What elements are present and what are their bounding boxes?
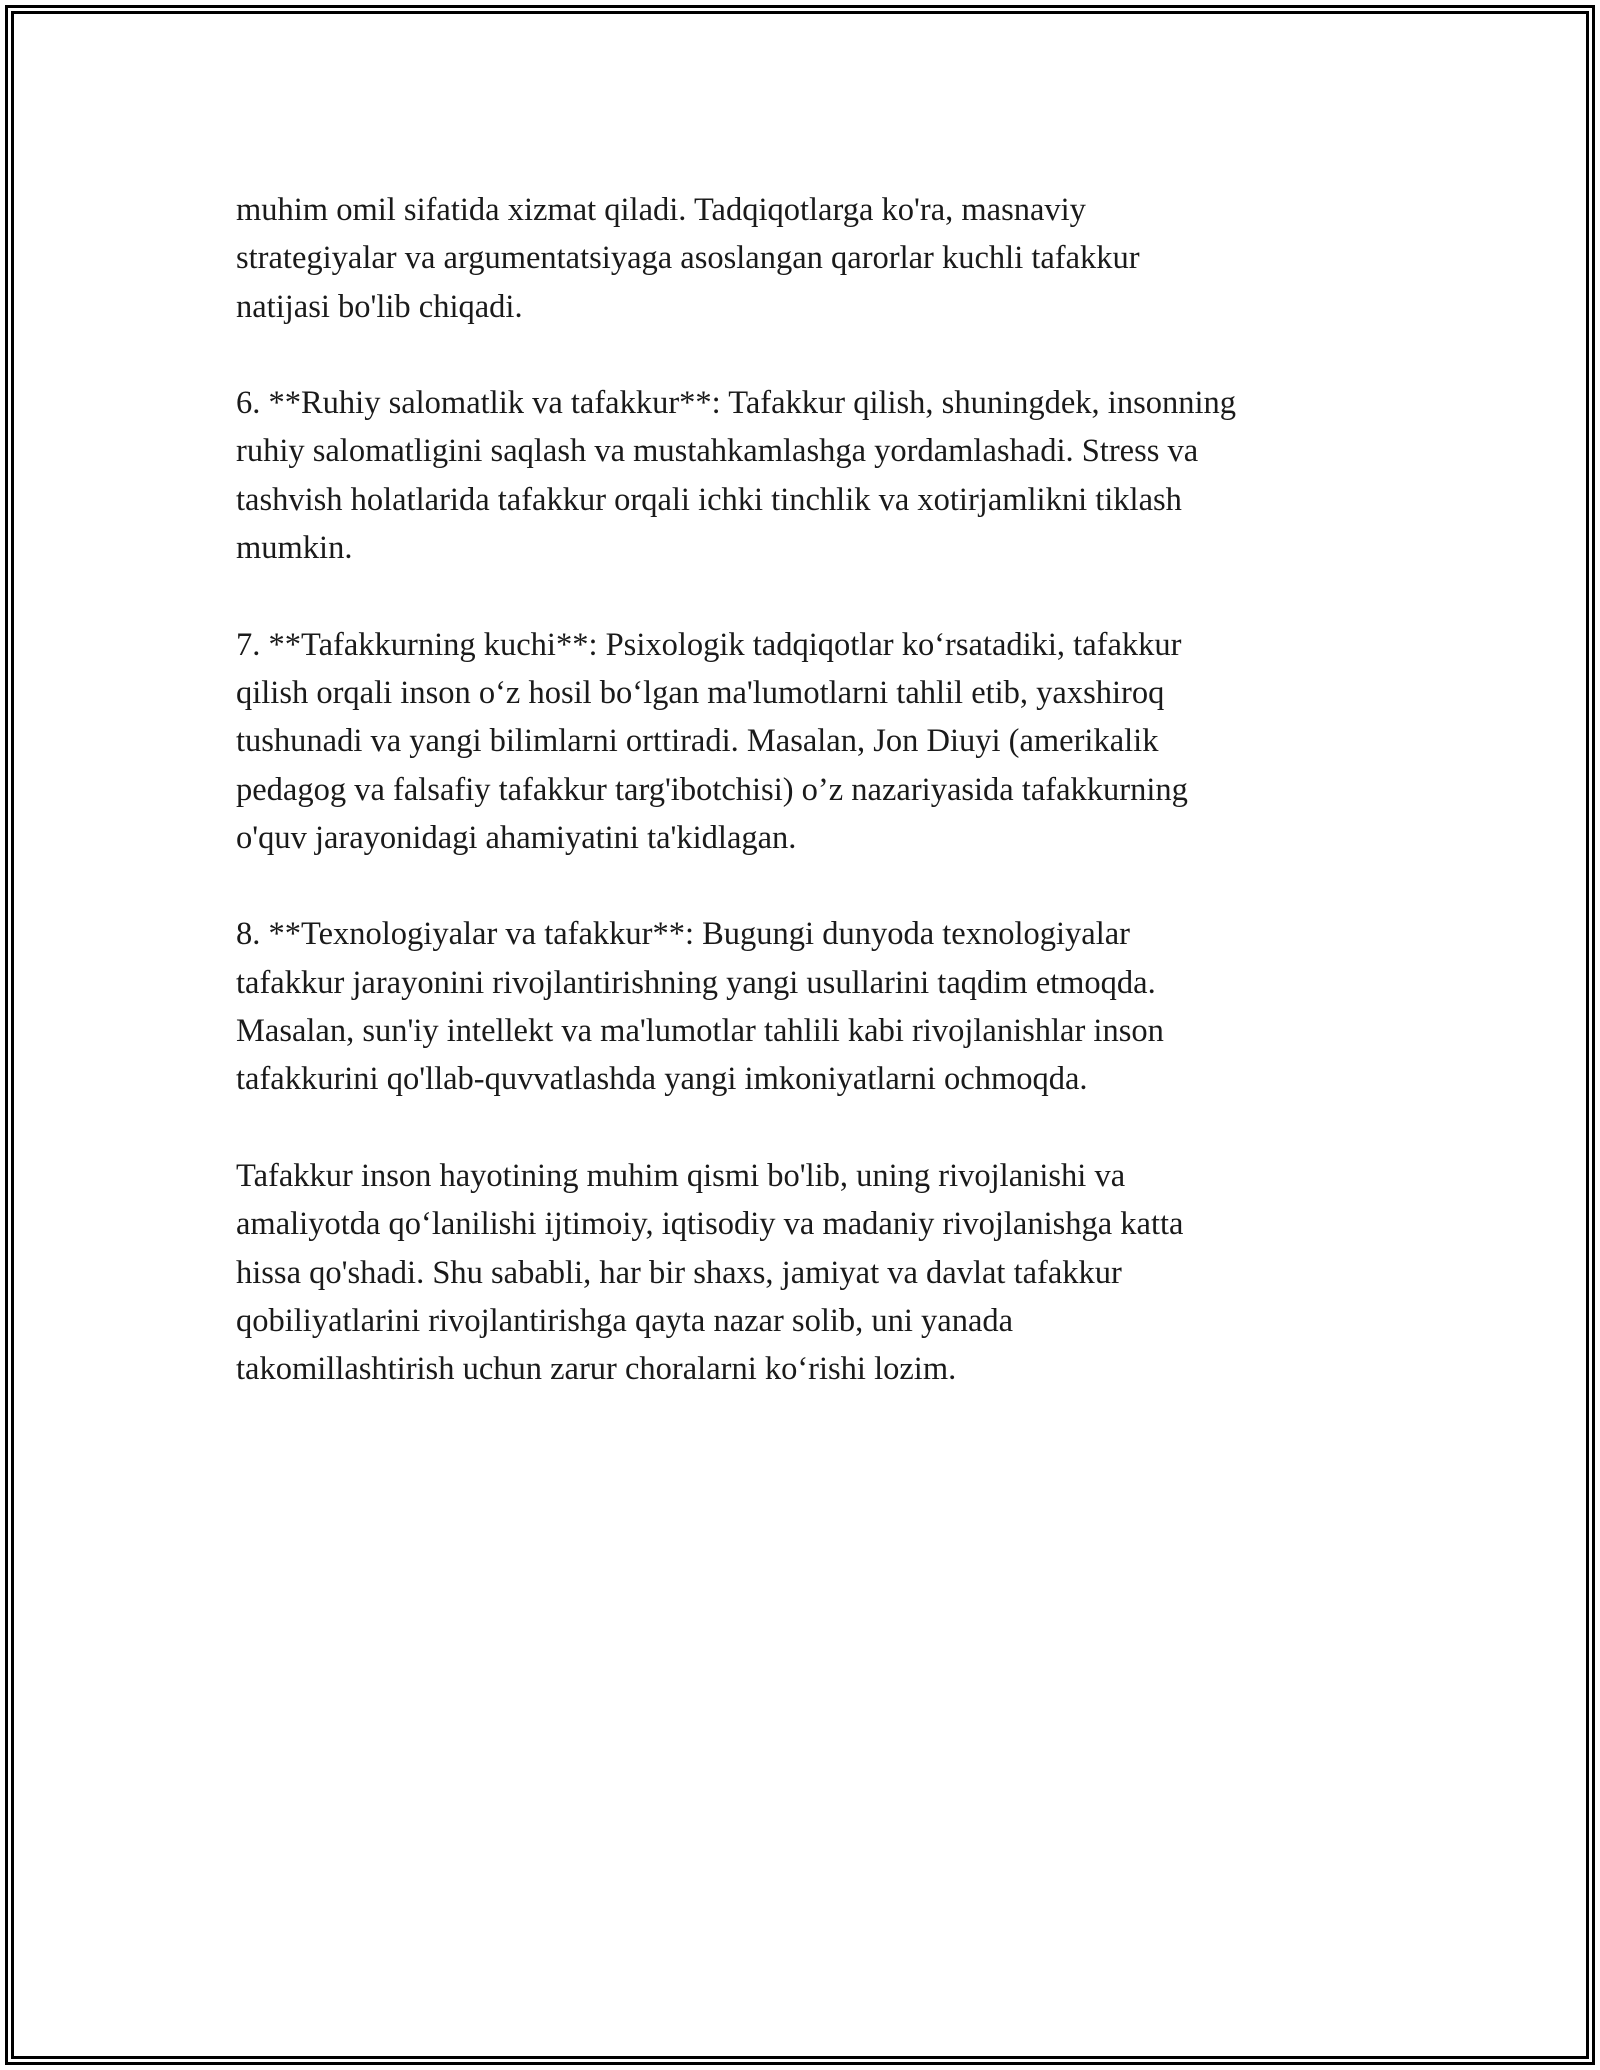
text-line: 7. **Tafakkurning kuchi**: Psixologik tadqiqotlar koʻrsatadiki, tafakkur	[236, 626, 1182, 663]
text-line: Tafakkur inson hayotining muhim qismi bo'lib, uning rivojlanishi va	[236, 1157, 1126, 1194]
text-line: tafakkur jarayonini rivojlantirishning yangi usullarini taqdim etmoqda.	[236, 964, 1156, 1001]
text-line: qobiliyatlarini rivojlantirishga qayta nazar solib, uni yanada	[236, 1302, 1014, 1339]
paragraph-item-6	[236, 379, 1386, 572]
text-line: tushunadi va yangi bilimlarni orttiradi. Masalan, Jon Diuyi (amerikalik	[236, 723, 1159, 760]
text-line: amaliyotda qoʻlanilishi ijtimoiy, iqtisodiy va madaniy rivojlanishga katta	[236, 1206, 1184, 1243]
text-line: pedagog va falsafiy tafakkur targ'ibotchisi) o’z nazariyasida tafakkurning	[236, 771, 1188, 808]
text-line: qilish orqali inson oʻz hosil boʻlgan ma'lumotlarni tahlil etib, yaxshiroq	[236, 674, 1165, 711]
text-line: tafakkurini qo'llab-quvvatlashda yangi imkoniyatlarni ochmoqda.	[236, 1061, 1088, 1098]
text-line: takomillashtirish uchun zarur choralarni koʻrishi lozim.	[236, 1351, 957, 1388]
text-line: o'quv jarayonidagi ahamiyatini ta'kidlagan.	[236, 819, 797, 856]
text-line: natijasi bo'lib chiqadi.	[236, 288, 523, 325]
text-line: hissa qo'shadi. Shu sababli, har bir shaxs, jamiyat va davlat tafakkur	[236, 1254, 1122, 1291]
text-line: ruhiy salomatligini saqlash va mustahkamlashga yordamlashadi. Stress va	[236, 433, 1199, 470]
paragraph-item-8	[236, 910, 1386, 1103]
document-body	[236, 186, 1386, 1442]
paragraph-conclusion	[236, 1152, 1386, 1393]
paragraph-continuation	[236, 186, 1386, 331]
text-line: 6. **Ruhiy salomatlik va tafakkur**: Tafakkur qilish, shuningdek, insonning	[236, 385, 1236, 422]
text-line: muhim omil sifatida xizmat qiladi. Tadqiqotlarga ko'ra, masnaviy	[236, 192, 1086, 228]
text-line: mumkin.	[236, 530, 353, 567]
paragraph-item-7	[236, 621, 1386, 862]
text-line: tashvish holatlarida tafakkur orqali ichki tinchlik va xotirjamlikni tiklash	[236, 481, 1182, 518]
text-line: strategiyalar va argumentatsiyaga asoslangan qarorlar kuchli tafakkur	[236, 240, 1140, 277]
text-line: 8. **Texnologiyalar va tafakkur**: Bugungi dunyoda texnologiyalar	[236, 916, 1130, 953]
text-line: Masalan, sun'iy intellekt va ma'lumotlar tahlili kabi rivojlanishlar inson	[236, 1013, 1164, 1050]
